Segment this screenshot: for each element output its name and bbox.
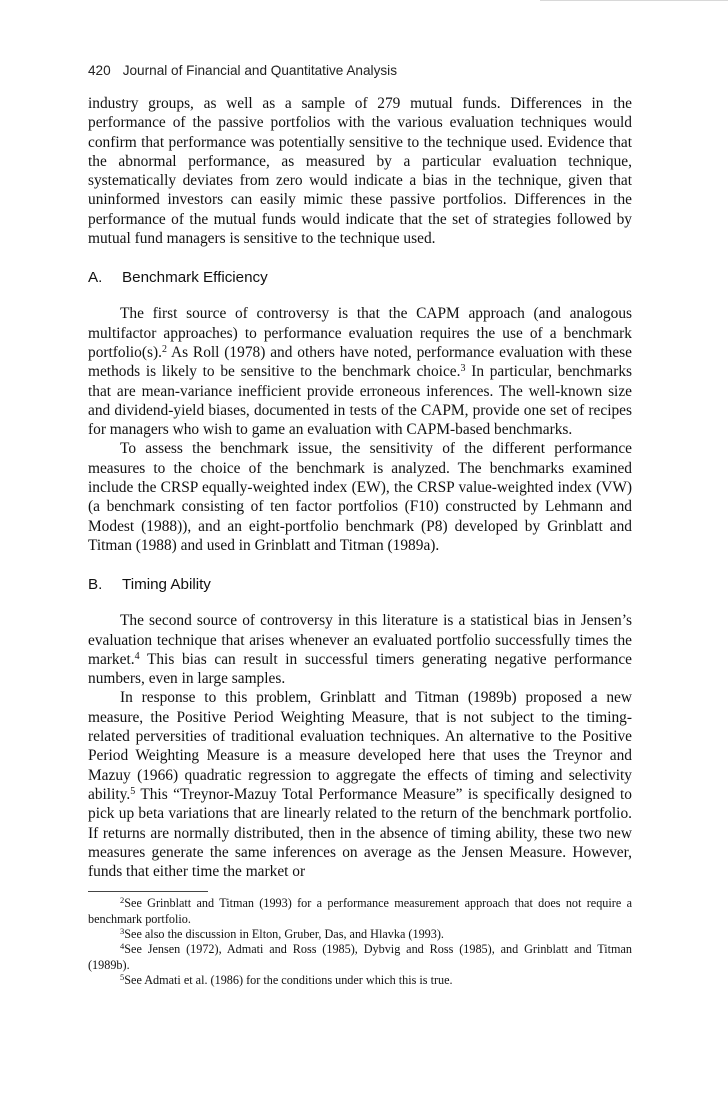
footnote-mark: 2 (120, 895, 125, 906)
footnote (88, 927, 632, 942)
footnote-mark: 5 (120, 971, 125, 982)
paragraph-text: The second source of controversy in this literature is a statistical bias in Jensen’s evaluation technique that arises whenever an evaluated portfolio successfully times the market. (88, 612, 632, 668)
footnote (88, 942, 632, 973)
footnote-text: See Admati et al. (1986) for the conditions under which this is true. (124, 972, 453, 987)
benchmark-paragraph-1 (88, 304, 632, 439)
footnote-text: See Grinblatt and Titman (1993) for a performance measurement approach that does not require a benchmark portfolio. (88, 896, 632, 926)
footnote-ref-3: 3 (460, 363, 466, 375)
paragraph-text: In response to this problem, Grinblatt and Titman (1989b) proposed a new measure, the Positive Period Weighting Measure, that is not subject to the timing-related perversities of traditional evaluation techniques. An alternative to the Positive Period Weighting Measure is a measure developed here that uses the Treynor and Mazuy (1966) quadratic regression to aggregate the effects of timing and selectivity ability. (88, 689, 632, 803)
paragraph-text: In particular, benchmarks that are mean-variance inefficient provide erroneous inferences. The well-known size and dividend-yield biases, documented in tests of the CAPM, provide one set of recipes for managers who wish to game an evaluation with CAPM-based benchmarks. (88, 363, 633, 439)
footnote (88, 896, 632, 927)
section-letter: B. (88, 576, 103, 594)
footnote-text: See Jensen (1972), Admati and Ross (1985), Dybvig and Ross (1985), and Grinblatt and Titman (1989b). (88, 942, 632, 972)
footnote-ref-5: 5 (130, 785, 136, 797)
page-number: 420 (88, 63, 111, 78)
journal-title: Journal of Financial and Quantitative Analysis (122, 63, 397, 78)
footnote (88, 973, 632, 988)
footnote-mark: 3 (120, 925, 125, 936)
footnote-ref-4: 4 (134, 650, 140, 662)
intro-paragraph: industry groups, as well as a sample of 279 mutual funds. Differences in the performance of the passive portfolios with the various evaluation techniques would confirm that performance was potentially sensitive to the technique used. Evidence that the abnormal performance, as measured by a particular evaluation technique, systematically deviates from zero would indicate a bias in the technique, given that uninformed investors can easily mimic these passive portfolios. Differences in the performance of the mutual funds would indicate that the set of strategies followed by mutual fund managers is sensitive to the technique used. (88, 95, 632, 248)
section-letter: A. (88, 269, 103, 287)
page-body (88, 62, 632, 988)
timing-paragraph-2 (88, 688, 632, 881)
paragraph-text: The first source of controversy is that the CAPM approach (and analogous multifactor approaches) to performance evaluation requires the use of a benchmark portfolio(s). (88, 305, 632, 361)
section-heading-a (88, 268, 632, 287)
paragraph-text: As Roll (1978) and others have noted, performance evaluation with these methods is likely to be sensitive to the benchmark choice. (88, 343, 632, 381)
section-title: Benchmark Efficiency (122, 269, 268, 287)
benchmark-paragraph-2: To assess the benchmark issue, the sensitivity of the different performance measures to the choice of the benchmark is analyzed. The benchmarks examined include the CRSP equally-weighted index (EW), the CRSP value-weighted index (VW) (a benchmark consisting of ten factor portfolios (F10) constructed by Lehmann and Modest (1988)), and an eight-portfolio benchmark (P8) developed by Grinblatt and Titman (1988) and used in Grinblatt and Titman (1989a). (88, 440, 632, 554)
running-head (88, 62, 632, 80)
footnote-divider (88, 891, 208, 892)
footnote-text: See also the discussion in Elton, Gruber, Das, and Hlavka (1993). (124, 926, 444, 941)
section-heading-b (88, 575, 632, 594)
section-title: Timing Ability (122, 576, 211, 594)
footnote-mark: 4 (120, 941, 125, 952)
paragraph-text: This “Treynor-Mazuy Total Performance Measure” is specifically designed to pick up beta variations that are linearly related to the return of the benchmark portfolio. If returns are normally distributed, then in the absence of timing ability, these two new measures generate the same inferences on average as the Jensen Measure. However, funds that either time the market or (88, 785, 632, 881)
footnote-ref-2: 2 (161, 343, 167, 355)
top-edge-rule (540, 0, 728, 1)
timing-paragraph-1 (88, 611, 632, 688)
paragraph-text: This bias can result in successful timers generating negative performance numbers, even in large samples. (88, 650, 632, 688)
